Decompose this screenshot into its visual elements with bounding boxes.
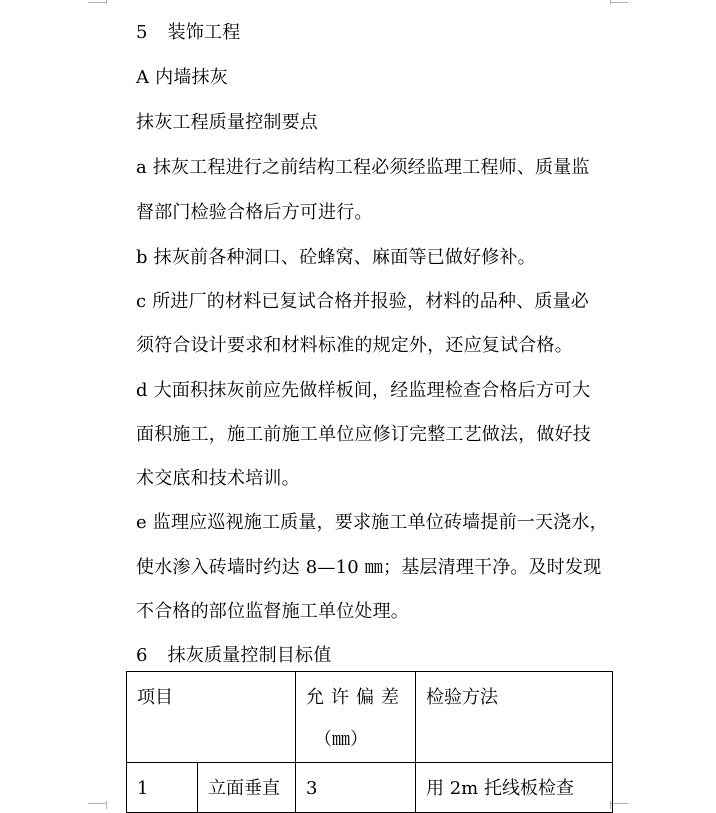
section-6-number: 6: [136, 645, 148, 666]
table-header-row: [127, 672, 613, 763]
section-5-number: 5: [136, 22, 148, 43]
section-5-title: 装饰工程: [167, 22, 241, 43]
row-tolerance-cell: [296, 763, 416, 813]
header-item: 项目: [137, 687, 173, 708]
header-tolerance-cell: [296, 672, 416, 763]
paragraph-line: a 抹灰工程进行之前结构工程必须经监理工程师、质量监: [136, 157, 590, 178]
paragraph-line: 术交底和技术培训。: [136, 468, 300, 489]
section-6-heading: [136, 644, 331, 668]
header-tolerance-unit: （㎜）: [314, 729, 368, 750]
section-6-title: 抹灰质量控制目标值: [167, 645, 332, 666]
tolerance-table: [126, 671, 613, 813]
paragraph-line: 使水渗入砖墙时约达 8—10 ㎜；基层清理干净。及时发现: [136, 557, 602, 578]
section-5-heading: [136, 21, 240, 45]
row-tolerance: 3: [306, 778, 318, 799]
row-number: 1: [137, 778, 149, 799]
paragraph-line: b 抹灰前各种洞口、砼蜂窝、麻面等已做好修补。: [136, 247, 536, 268]
crop-mark-top-left-vertical: [106, 0, 107, 4]
header-method-cell: [416, 672, 613, 763]
paragraph-line: e 监理应巡视施工质量，要求施工单位砖墙提前一天浇水，: [136, 512, 608, 533]
header-tolerance: 允许偏差: [306, 687, 406, 708]
paragraph-line: d 大面积抹灰前应先做样板间，经监理检查合格后方可大: [136, 380, 591, 401]
crop-mark-bottom-left-vertical: [106, 801, 107, 809]
row-method: 用 2m 托线板检查: [426, 778, 574, 799]
crop-mark-bottom-left: [88, 803, 106, 804]
crop-mark-top-left: [88, 2, 106, 3]
row-name: 立面垂直: [208, 778, 280, 799]
crop-mark-top-right-vertical: [610, 0, 611, 4]
table-row: [127, 763, 613, 813]
paragraph-line: 须符合设计要求和材料标准的规定外，还应复试合格。: [136, 335, 573, 356]
header-method: 检验方法: [426, 687, 498, 708]
row-method-cell: [416, 763, 613, 813]
paragraph-line: 不合格的部位监督施工单位处理。: [136, 601, 409, 622]
header-item-cell: [127, 672, 296, 763]
paragraph-line: 督部门检验合格后方可进行。: [136, 202, 373, 223]
row-name-cell: [198, 763, 296, 813]
subsection-a-heading: A 内墙抹灰: [136, 67, 228, 88]
row-number-cell: [127, 763, 198, 813]
quality-control-heading: 抹灰工程质量控制要点: [136, 112, 318, 133]
paragraph-line: c 所进厂的材料已复试合格并报验，材料的品种、质量必: [136, 291, 590, 312]
paragraph-line: 面积施工，施工前施工单位应修订完整工艺做法，做好技: [136, 424, 591, 445]
crop-mark-top-right: [610, 2, 628, 3]
